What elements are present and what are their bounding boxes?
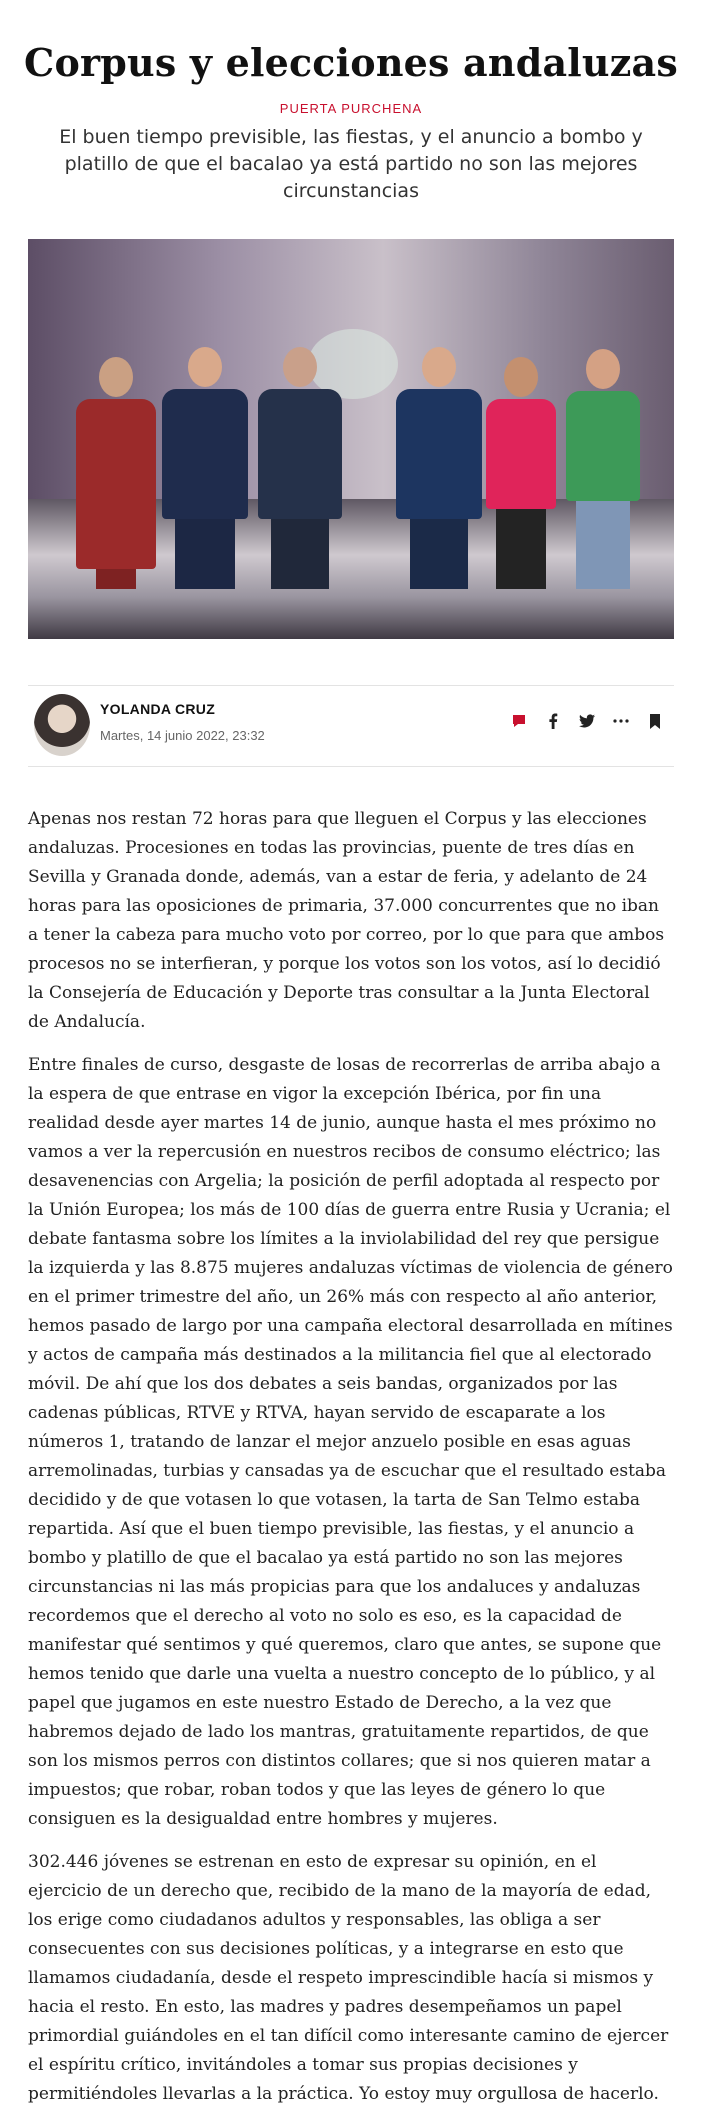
photo-person xyxy=(486,357,556,589)
author-name[interactable]: YOLANDA CRUZ xyxy=(100,701,216,717)
paragraph: Apenas nos restan 72 horas para que lleguen el Corpus y las elecciones andaluzas. Procesiones en todas las provincias, puente de tres días en Sevilla y Granada donde, además, van a estar de feria, y adelanto de 24 horas para las oposiciones de primaria, 37.000 concurrentes que no iban a tener la cabeza para mucho voto por correo, por lo que para que ambos procesos no se interfieran, y porque los votos son los votos, así lo decidió la Consejería de Educación y Deporte tras consultar a la Junta Electoral de Andalucía. xyxy=(28,809,665,1032)
photo-person xyxy=(566,349,640,589)
byline xyxy=(28,685,674,767)
section-label[interactable]: PUERTA PURCHENA xyxy=(279,101,423,116)
bookmark-icon[interactable] xyxy=(638,706,672,736)
article-title: Corpus y elecciones andaluzas xyxy=(24,40,678,85)
more-icon[interactable] xyxy=(604,706,638,736)
comment-icon[interactable] xyxy=(502,706,536,736)
photo-person xyxy=(396,347,482,589)
facebook-icon[interactable] xyxy=(536,706,570,736)
photo-person xyxy=(162,347,248,589)
article-body xyxy=(28,805,674,2109)
twitter-icon[interactable] xyxy=(570,706,604,736)
article-photo xyxy=(28,239,674,639)
author-avatar xyxy=(34,694,90,756)
publish-date: Martes, 14 junio 2022, 23:32 xyxy=(100,728,265,743)
share-actions xyxy=(502,706,672,736)
photo-person xyxy=(76,357,156,589)
photo-person xyxy=(258,347,342,589)
article-subtitle: El buen tiempo previsible, las fiestas, y el anuncio a bombo y platillo de que el bacalao ya está partido no son las mejores circunstancias xyxy=(59,126,643,202)
paragraph: 302.446 jóvenes se estrenan en esto de expresar su opinión, en el ejercicio de un derecho que, recibido de la mano de la mayoría de edad, los erige como ciudadanos adultos y responsables, las obliga a ser consecuentes con sus decisiones políticas, y a integrarse en esto que llamamos ciudadanía, desde el respeto imprescindible hacía si mismos y hacia el resto. En esto, las madres y padres desempeñamos un papel primordial guiándoles en el tan difícil como interesante camino de ejercer el espíritu crítico, invitándoles a tomar sus propias decisiones y permitiéndoles llevarlas a la práctica. Yo estoy muy orgullosa de hacerlo. xyxy=(28,1852,669,2104)
paragraph: Entre finales de curso, desgaste de losas de recorrerlas de arriba abajo a la espera de que entrase en vigor la excepción Ibérica, por fin una realidad desde ayer martes 14 de junio, aunque hasta el mes próximo no vamos a ver la repercusión en nuestros recibos de consumo eléctrico; las desavenencias con Argelia; la posición de perfil adoptada al respecto por la Unión Europea; los más de 100 días de guerra entre Rusia y Ucrania; el debate fantasma sobre los límites a la inviolabilidad del rey que persigue la izquierda y las 8.875 mujeres andaluzas víctimas de violencia de género en el primer trimestre del año, un 26% más con respecto al año anterior, hemos pasado de largo por una campaña electoral desarrollada en mítines y actos de campaña más destinados a la militancia fiel que al electorado móvil. De ahí que los dos debates a seis bandas, organizados por las cadenas públicas, RTVE y RTVA, hayan servido de escaparate a los números 1, tratando de lanzar el mejor anzuelo posible en esas aguas arremolinadas, turbias y cansadas ya de escuchar que el resultado estaba decidido y de que votasen lo que votasen, la tarta de San Telmo estaba repartida. Así que el buen tiempo previsible, las fiestas, y el anuncio a bombo y platillo de que el bacalao ya está partido no son las mejores circunstancias ni las más propicias para que los andaluces y andaluzas recordemos que el derecho al voto no solo es eso, es la capacidad de manifestar qué sentimos y qué queremos, claro que antes, se supone que hemos tenido que darle una vuelta a nuestro concepto de lo público, y al papel que jugamos en este nuestro Estado de Derecho, a la vez que habremos dejado de lado los mantras, gratuitamente repartidos, de que son los mismos perros con distintos collares; que si nos quieren matar a impuestos; que robar, roban todos y que las leyes de género lo que consiguen es la desigualdad entre hombres y mujeres. xyxy=(28,1055,673,1829)
